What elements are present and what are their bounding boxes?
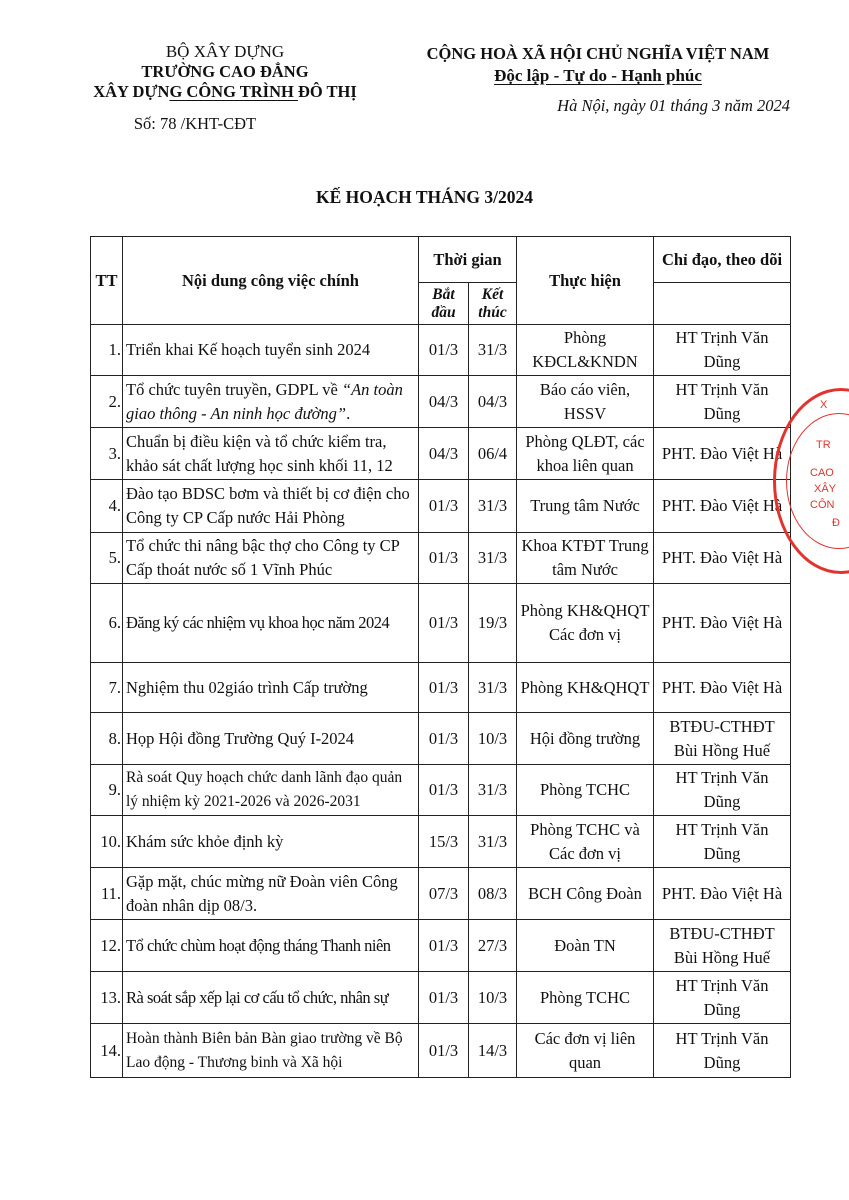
row-number: 2. [91, 376, 123, 428]
row-director: PHT. Đào Việt Hà [654, 584, 791, 663]
plan-table [90, 236, 791, 1078]
document-title: KẾ HOẠCH THÁNG 3/2024 [316, 187, 533, 207]
row-executor: Phòng TCHC [517, 972, 654, 1024]
national-motto: Độc lập - Tự do - Hạnh phúc [494, 66, 702, 85]
table-row [91, 765, 791, 816]
seal-text: XÂY [814, 483, 837, 495]
seal-text: TR [816, 439, 831, 451]
row-number: 9. [91, 765, 123, 816]
row-end: 08/3 [469, 868, 517, 920]
row-end: 10/3 [469, 972, 517, 1024]
row-end: 31/3 [469, 816, 517, 868]
header-end: Kết thúc [469, 283, 517, 325]
national-header [400, 44, 796, 116]
row-end: 19/3 [469, 584, 517, 663]
row-director: HT Trịnh Văn Dũng [654, 325, 791, 376]
seal-text: CAO [810, 467, 834, 479]
row-start: 01/3 [419, 765, 469, 816]
row-director: HT Trịnh Văn Dũng [654, 1024, 791, 1078]
row-director: BTĐU-CTHĐT Bùi Hồng Huế [654, 920, 791, 972]
row-content: Họp Hội đồng Trường Quý I-2024 [123, 713, 419, 765]
nation-title: CỘNG HOÀ XÃ HỘI CHỦ NGHĨA VIỆT NAM [426, 44, 770, 63]
seal-text: X [820, 399, 828, 411]
row-start: 01/3 [419, 920, 469, 972]
row-director: PHT. Đào Việt Hà [654, 663, 791, 713]
row-number: 1. [91, 325, 123, 376]
row-start: 01/3 [419, 713, 469, 765]
seal-text: CÔN [810, 499, 835, 511]
row-content: Đào tạo BDSC bơm và thiết bị cơ điện cho Công ty CP Cấp nước Hải Phòng [123, 480, 419, 533]
header-time: Thời gian [419, 237, 517, 283]
row-end: 27/3 [469, 920, 517, 972]
row-number: 10. [91, 816, 123, 868]
row-content: Khám sức khỏe định kỳ [123, 816, 419, 868]
row-number: 3. [91, 428, 123, 480]
row-executor: Phòng TCHC [517, 765, 654, 816]
row-executor: Phòng KH&QHQT [517, 663, 654, 713]
row-start: 01/3 [419, 972, 469, 1024]
row-start: 01/3 [419, 1024, 469, 1078]
row-director: HT Trịnh Văn Dũng [654, 972, 791, 1024]
row-start: 01/3 [419, 584, 469, 663]
row-number: 6. [91, 584, 123, 663]
row-number: 5. [91, 533, 123, 584]
row-director: HT Trịnh Văn Dũng [654, 376, 791, 428]
row-content: Triển khai Kế hoạch tuyển sinh 2024 [123, 325, 419, 376]
row-executor: Khoa KTĐT Trung tâm Nước [517, 533, 654, 584]
row-executor: Đoàn TN [517, 920, 654, 972]
table-row [91, 376, 791, 428]
row-executor: Phòng KĐCL&KNDN [517, 325, 654, 376]
seal-text: Đ [832, 517, 840, 529]
row-end: 06/4 [469, 428, 517, 480]
table-row [91, 480, 791, 533]
row-start: 15/3 [419, 816, 469, 868]
table-row [91, 972, 791, 1024]
place-date: Hà Nội, ngày 01 tháng 3 năm 2024 [557, 96, 790, 115]
table-row [91, 533, 791, 584]
row-executor: Các đơn vị liên quan [517, 1024, 654, 1078]
row-end: 31/3 [469, 663, 517, 713]
row-content: Tổ chức chùm hoạt động tháng Thanh niên [123, 920, 419, 972]
row-content: Rà soát sắp xếp lại cơ cấu tổ chức, nhân sự [123, 972, 419, 1024]
table-row [91, 920, 791, 972]
row-start: 01/3 [419, 663, 469, 713]
school-name-line1: TRƯỜNG CAO ĐẲNG [141, 62, 309, 81]
row-number: 11. [91, 868, 123, 920]
document-number: Số: 78 /KHT-CĐT [133, 114, 257, 133]
issuer-block [40, 42, 410, 134]
row-start: 01/3 [419, 480, 469, 533]
row-start: 01/3 [419, 533, 469, 584]
table-row [91, 816, 791, 868]
row-content: Rà soát Quy hoạch chức danh lãnh đạo quản lý nhiệm kỳ 2021-2026 và 2026-2031 [123, 765, 419, 816]
row-executor: Phòng TCHC và Các đơn vị [517, 816, 654, 868]
table-row [91, 663, 791, 713]
header-director-blank [654, 283, 791, 325]
row-executor: Phòng QLĐT, các khoa liên quan [517, 428, 654, 480]
row-end: 31/3 [469, 765, 517, 816]
table-row [91, 868, 791, 920]
row-executor: BCH Công Đoàn [517, 868, 654, 920]
row-end: 04/3 [469, 376, 517, 428]
row-number: 13. [91, 972, 123, 1024]
row-number: 7. [91, 663, 123, 713]
table-row [91, 428, 791, 480]
row-director: PHT. Đào Việt Hà [654, 868, 791, 920]
row-director: PHT. Đào Việt Hà [654, 533, 791, 584]
row-content: Đăng ký các nhiệm vụ khoa học năm 2024 [123, 584, 419, 663]
row-start: 04/3 [419, 376, 469, 428]
row-number: 4. [91, 480, 123, 533]
row-start: 01/3 [419, 325, 469, 376]
table-row [91, 1024, 791, 1078]
row-end: 14/3 [469, 1024, 517, 1078]
row-executor: Phòng KH&QHQT Các đơn vị [517, 584, 654, 663]
row-number: 12. [91, 920, 123, 972]
row-executor: Báo cáo viên, HSSV [517, 376, 654, 428]
row-director: BTĐU-CTHĐT Bùi Hồng Huế [654, 713, 791, 765]
row-number: 8. [91, 713, 123, 765]
row-end: 31/3 [469, 480, 517, 533]
table-row [91, 325, 791, 376]
row-content: Hoàn thành Biên bản Bàn giao trường về Bộ Lao động - Thương binh và Xã hội [123, 1024, 419, 1078]
table-row [91, 713, 791, 765]
row-director: PHT. Đào Việt Hà [654, 428, 791, 480]
table-row [91, 584, 791, 663]
row-executor: Hội đồng trường [517, 713, 654, 765]
row-content: Tổ chức thi nâng bậc thợ cho Công ty CP Cấp thoát nước số 1 Vĩnh Phúc [123, 533, 419, 584]
row-end: 31/3 [469, 325, 517, 376]
ministry-name: BỘ XÂY DỰNG [165, 42, 285, 61]
row-start: 04/3 [419, 428, 469, 480]
header-director: Chỉ đạo, theo dõi [654, 237, 791, 283]
row-content: Chuẩn bị điều kiện và tổ chức kiểm tra, khảo sát chất lượng học sinh khối 11, 12 [123, 428, 419, 480]
header-tt: TT [91, 237, 123, 325]
row-end: 31/3 [469, 533, 517, 584]
header-start: Bắt đầu [419, 283, 469, 325]
row-content: Tổ chức tuyên truyền, GDPL về “An toàn giao thông - An ninh học đường”. [123, 376, 419, 428]
school-name-line2: XÂY DỰNG CÔNG TRÌNH ĐÔ THỊ [93, 82, 357, 101]
row-director: HT Trịnh Văn Dũng [654, 816, 791, 868]
header-executor: Thực hiện [517, 237, 654, 325]
row-director: PHT. Đào Việt Hà [654, 480, 791, 533]
row-executor: Trung tâm Nước [517, 480, 654, 533]
row-director: HT Trịnh Văn Dũng [654, 765, 791, 816]
header-content: Nội dung công việc chính [123, 237, 419, 325]
row-content: Gặp mặt, chúc mừng nữ Đoàn viên Công đoàn nhân dịp 08/3. [123, 868, 419, 920]
row-end: 10/3 [469, 713, 517, 765]
row-content: Nghiệm thu 02giáo trình Cấp trường [123, 663, 419, 713]
row-number: 14. [91, 1024, 123, 1078]
row-start: 07/3 [419, 868, 469, 920]
